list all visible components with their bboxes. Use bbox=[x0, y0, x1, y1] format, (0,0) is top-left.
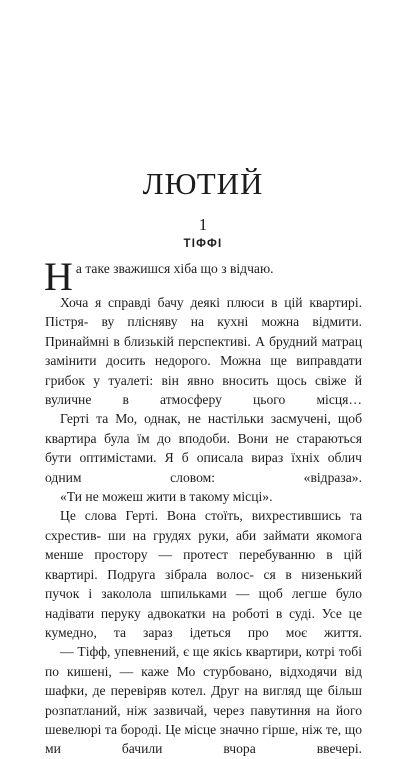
paragraph-5: Це слова Герті. Вона стоїть, вихрестившись та схрестив- ши на грудях руки, аби займати якомога менше простору — протест перебуванню в цій квартирі. Подруга зібрала волос- ся в низенький пучок і заколола шпильками — щоб легше було надівати перуку адвокатки на роботі в суді. Усе це кумедно, та зараз ідеться про моє життя. bbox=[45, 508, 362, 640]
paragraph-2: Хоча я справді бачу деякі плюси в цій квартирі. Пістря- ву плісняву на кухні можна відмити. Принаймні в близькій перспективі. А брудний матрац замінити досить недорого. Можна ще виправдати грибок у туалеті: він явно вносить щось свіже й вуличне в атмосферу цього місця… bbox=[45, 295, 362, 408]
paragraph-3: Герті та Мо, однак, не настільки засмучені, щоб квартира була їм до вподоби. Вони не стараються бути оптимістами. Я б описала вираз їхніх облич одним словом: «відраза». bbox=[45, 411, 362, 485]
section-heading: ТІФФІ bbox=[183, 238, 223, 250]
drop-cap: Н bbox=[44, 254, 73, 299]
paragraph-6: — Тіфф, упевнений, є ще якісь квартири, котрі тобі по кишені, — каже Мо стурбовано, відходячи від шафки, де перевіряв котел. Друг на вигляд ще більш розпатланий, ніж зазвичай, через павутиння на його шевелюрі та бороді. Це місце значно гірше, ніж те, що ми бачили вчора ввечері. bbox=[45, 644, 362, 757]
paragraph-1-text: а таке зважишся хіба що з відчаю. bbox=[75, 261, 274, 276]
paragraph-4: «Ти не можеш жити в такому місці». bbox=[60, 489, 273, 505]
body-text bbox=[44, 254, 362, 759]
paragraph-1 bbox=[44, 254, 362, 299]
chapter-title: ЛЮТИЙ bbox=[142, 166, 264, 201]
section-number: 1 bbox=[198, 215, 208, 234]
